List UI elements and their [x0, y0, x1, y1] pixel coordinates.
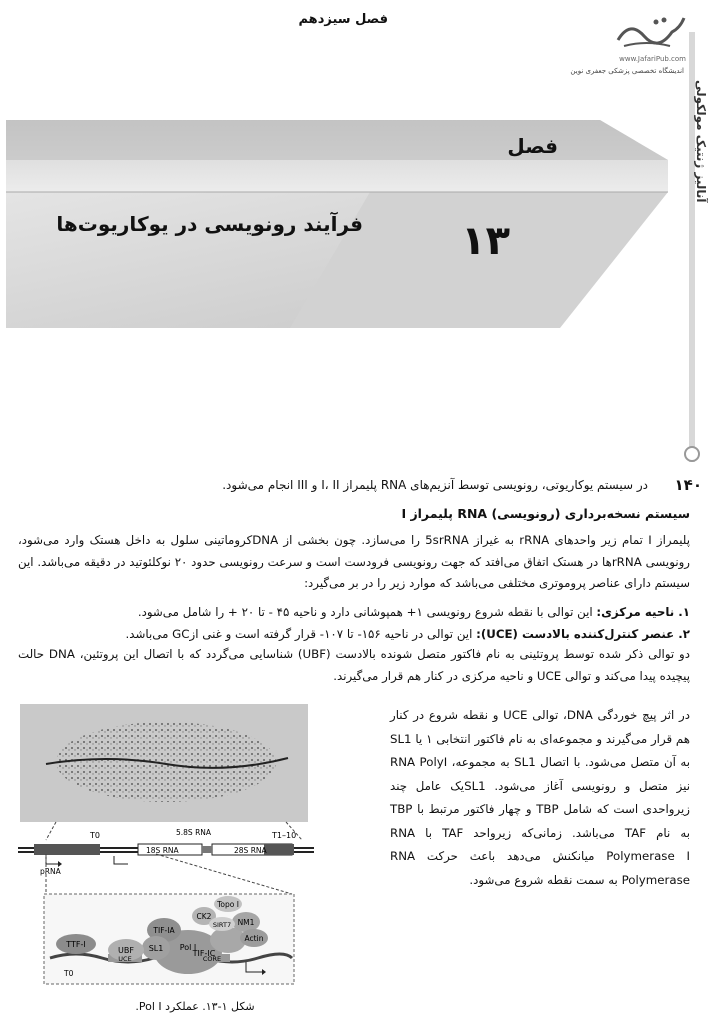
- label-tif-ia: TIF-IA: [153, 926, 175, 935]
- label-ubf: UBF: [118, 946, 134, 955]
- chapter-number: ۱۳: [461, 218, 510, 264]
- publisher-name: اندیشگاه تخصصی پزشکی جعفری نوین: [570, 67, 684, 75]
- pol1-figure: [16, 704, 316, 986]
- label-ttf-i: TTF-I: [66, 940, 86, 949]
- label-topo-i: Topo I: [217, 900, 239, 909]
- label-ck2: CK2: [196, 912, 212, 921]
- figure-caption: شکل ۱-۱۳. عملکرد Pol I.: [135, 1000, 255, 1013]
- body-paragraph-3: در اثر پیچ خوردگی DNA، توالی UCE و نقطه شروع در کنار هم قرار می‌گیرند و مجموعه‌ای به نام فاکتور انتخابی ۱ یا SL1 به آن متصل می‌شود. با اتصال SL1 به مجموعه، RNA PolyI نیز متصل و رونویسی آغاز می‌شود. SL1یک عامل چند زیرواحدی است که شامل TBP و چهار فاکتور مرتبط با TBP به نام TAF می‌باشد. زمانی‌که زیرواحد TAF با RNA Polymerase I میانکنش می‌دهد باعث حرکت RNA Polymerase به سمت نقطه شروع می‌شود.: [390, 708, 691, 887]
- list-item-uce-text: این توالی در ناحیه ۱۵۶- تا ۱۰۷- قرار گرفته است و غنی ازGC می‌باشد.: [125, 627, 477, 641]
- label-prna: pRNA: [40, 867, 61, 876]
- label-pol-i: Pol I: [179, 943, 197, 952]
- label-sl1: SL1: [148, 944, 164, 953]
- section-heading: سیستم نسخه‌برداری (رونویسی) RNA پلیمراز I: [401, 506, 690, 521]
- label-uce: UCE: [118, 955, 132, 963]
- list-item-core-text: این توالی با نقطه شروع رونویسی ۱+ همپوشانی دارد و ناحیه ۴۵ - تا ۲۰ + را شامل می‌شود.: [137, 605, 597, 619]
- label-t0-complex: T0: [64, 969, 74, 978]
- list-item-core-title: ۱. ناحیه مرکزی:: [596, 605, 690, 619]
- label-sirt7: SIRT7: [212, 921, 232, 929]
- body-paragraph-1: پلیمراز I تمام زیر واحدهای rRNA به غیراز 5srRNA را می‌سازد. چون بخشی از DNAکروماتینی سلول به داخل هستک وارد می‌شود، رونویسی rRNAها در هستک اتفاق می‌افتد که جهت رونویسی فرودست است و سرعت رونویسی حدود ۲۰ نوکلئوتید در دقیقه می‌باشد. این سیستم دارای عناصر پروموتری مختلفی می‌باشد که موارد زیر را در بر می‌گیرد:: [18, 533, 690, 590]
- list-item-uce: [18, 624, 690, 646]
- list-item-uce-title: ۲. عنصر کنترل‌کننده بالادست (UCE):: [476, 627, 690, 641]
- chapter-title: فرآیند رونویسی در یوکاریوت‌ها: [56, 212, 363, 236]
- publisher-logo-icon: [610, 10, 690, 54]
- publisher-url: www.JafariPub.com: [619, 55, 686, 63]
- page-number: ۱۴۰: [674, 476, 702, 494]
- label-core: CORE: [202, 955, 222, 963]
- label-5-8s-rna: 5.8S RNA: [176, 828, 212, 837]
- label-28s-rna: 28S RNA: [234, 846, 267, 855]
- label-18s-rna: 18S RNA: [146, 846, 179, 855]
- list-item-core: [18, 602, 690, 624]
- intro-paragraph: در سیستم یوکاریوتی، رونویسی توسط آنزیم‌های RNA پلیمراز I، II و III انجام می‌شود.: [222, 478, 648, 492]
- label-actin: Actin: [244, 934, 264, 943]
- body-paragraph-2: دو توالی ذکر شده توسط پروتئینی به نام فاکتور متصل شونده بالادست (UBF) شناسایی می‌گردد که با اتصال این پروتئین، DNA حالت پیچیده پیدا می‌کند و توالی UCE و ناحیه مرکزی در کنار هم قرار می‌گیرند.: [18, 647, 690, 683]
- label-nm1: NM1: [237, 918, 255, 927]
- running-header-chapter: فصل سیزدهم: [298, 12, 388, 27]
- label-t1-10: T1–10: [272, 831, 297, 840]
- label-tif-ic: TIF-IC: [192, 949, 216, 958]
- label-t0: T0: [90, 831, 100, 840]
- chapter-label: فصل: [507, 134, 558, 158]
- side-tab-label: آنالیز ژنتیک مولکولی: [694, 80, 708, 203]
